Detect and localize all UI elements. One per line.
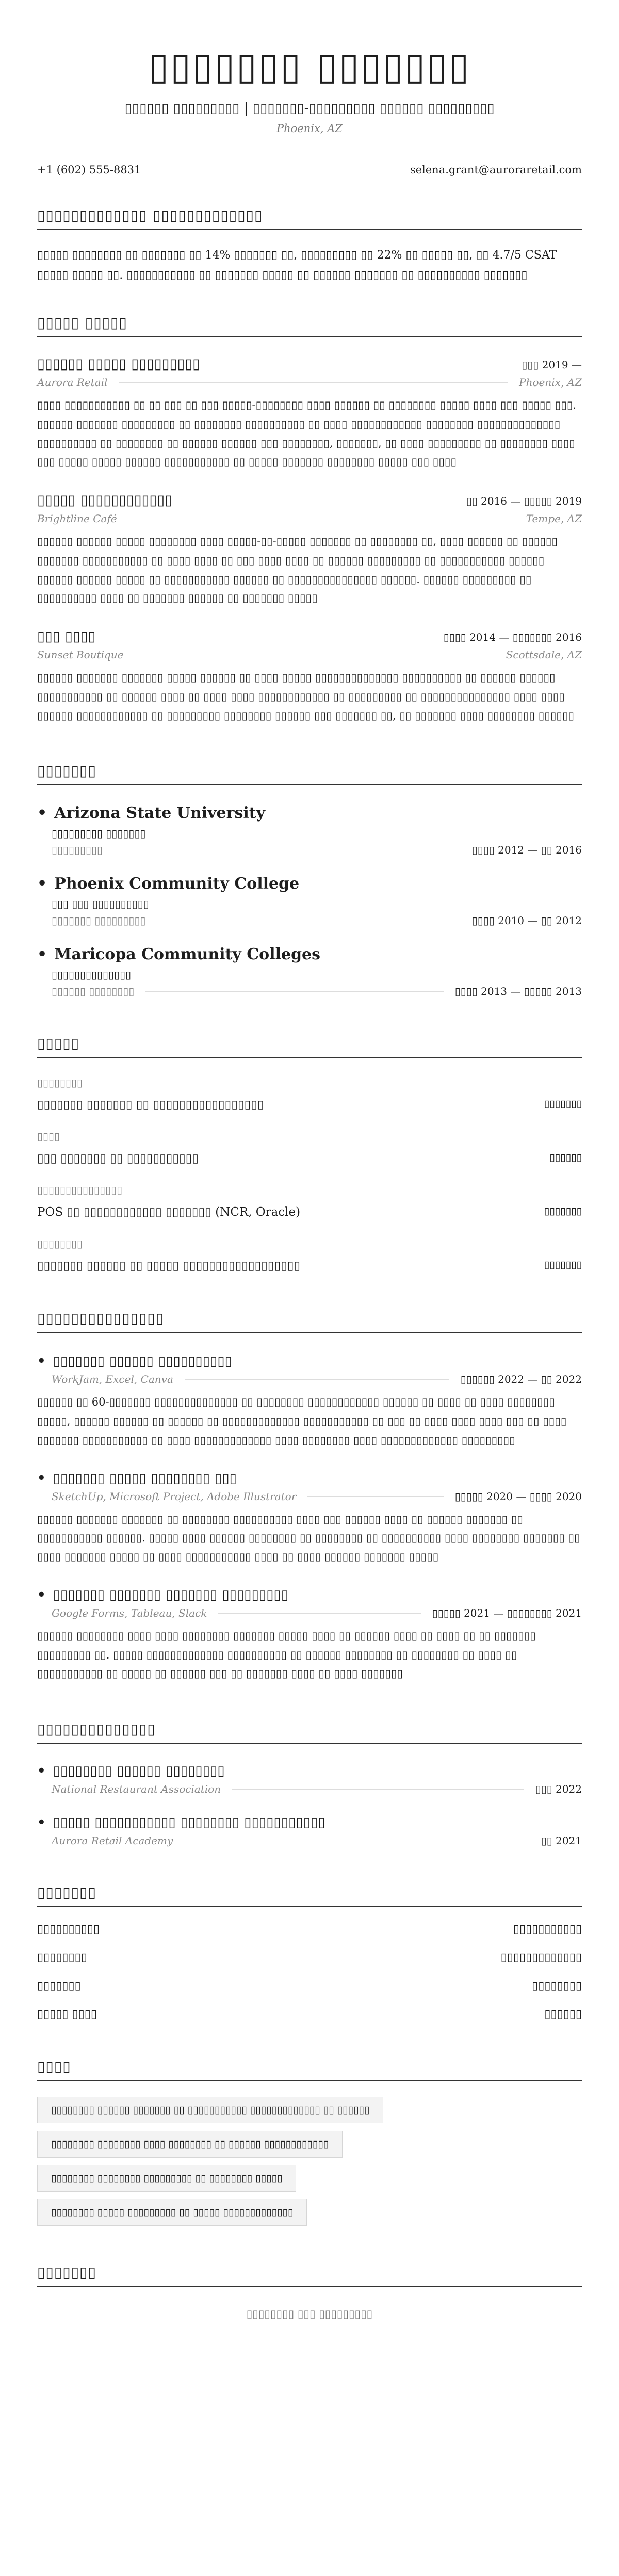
skill-name: POS ▯▯ ▯▯▯▯▯▯▯▯▯▯▯▯ ▯▯▯▯▯▯▯ (NCR, Oracle) bbox=[37, 1205, 301, 1219]
language-level: ▯▯▯▯▯▯▯▯ bbox=[532, 1979, 582, 1993]
job-title: ▯▯▯▯▯ ▯▯▯▯▯▯▯▯▯▯▯▯ bbox=[37, 492, 172, 509]
bullet-icon: • bbox=[37, 1763, 46, 1779]
bullet-icon: • bbox=[37, 804, 47, 823]
project-entry bbox=[37, 1471, 582, 1567]
certification-issuer: National Restaurant Association bbox=[52, 1783, 221, 1796]
education-dates: ▯▯▯▯ 2013 — ▯▯▯▯▯ 2013 bbox=[454, 985, 582, 998]
language-name: ▯▯▯▯▯▯▯▯▯▯ bbox=[37, 1923, 100, 1936]
references-heading: ▯▯▯▯▯▯▯ bbox=[37, 2264, 582, 2287]
skill-category: ▯▯▯▯▯▯▯▯ bbox=[37, 1237, 83, 1250]
project-tools: SketchUp, Microsoft Project, Adobe Illustrator bbox=[52, 1490, 297, 1503]
degree-name: ▯▯▯▯▯▯▯▯▯ ▯▯▯▯▯▯▯ bbox=[52, 827, 146, 840]
skill-name: ▯▯▯ ▯▯▯▯▯▯▯ ▯▯ ▯▯▯▯▯▯▯▯▯▯▯ bbox=[37, 1152, 199, 1166]
language-row bbox=[37, 2008, 582, 2021]
degree-name: ▯▯▯ ▯▯▯ ▯▯▯▯▯▯▯▯▯▯ bbox=[52, 898, 149, 911]
skill-name: ▯▯▯▯▯▯▯ ▯▯▯▯▯▯ ▯▯ ▯▯▯▯▯ ▯▯▯▯▯▯▯▯▯▯▯▯▯▯▯▯▯▯ bbox=[37, 1259, 301, 1273]
language-level: ▯▯▯▯▯▯▯▯▯▯▯ bbox=[513, 1923, 582, 1936]
awards-list bbox=[37, 2097, 582, 2233]
job-description: ▯▯▯▯▯▯ ▯▯▯▯▯▯ ▯▯▯▯▯ ▯▯▯▯▯▯▯▯ ▯▯▯▯ ▯▯▯▯▯-▯▯-▯▯▯▯▯ ▯▯▯▯▯▯▯ ▯▯ ▯▯▯▯▯▯▯▯ ▯▯, ▯▯▯▯ ▯▯▯▯▯▯ ▯▯ ▯▯▯▯▯▯ ▯▯▯▯▯▯▯ ▯▯▯▯▯▯▯▯▯▯▯ ▯▯ ▯▯▯▯ ▯▯▯▯ ▯▯ ▯▯▯ ▯▯▯▯ ▯▯▯▯ ▯▯ ▯▯▯▯▯▯ ▯▯▯▯▯▯▯▯▯ ▯▯ ▯▯▯▯▯▯▯▯▯▯▯ ▯▯▯▯▯▯ ▯▯▯▯▯▯ ▯▯▯▯▯▯ ▯▯▯▯▯ ▯▯ ▯▯▯▯▯▯▯▯▯▯▯ ▯▯▯▯▯▯ ▯▯ ▯▯▯▯▯▯▯▯▯▯▯▯▯▯▯ ▯▯▯▯▯▯. ▯▯▯▯▯▯ ▯▯▯▯▯▯▯▯▯ ▯▯ ▯▯▯▯▯▯▯▯▯▯ ▯▯▯▯ ▯▯ ▯▯▯▯▯▯▯ ▯▯▯▯▯▯ ▯▯ ▯▯▯▯▯▯▯ ▯▯▯▯▯ bbox=[37, 535, 558, 605]
candidate-location: Phoenix, AZ bbox=[276, 122, 343, 135]
references-note: ▯▯▯▯▯▯▯▯ ▯▯▯ ▯▯▯▯▯▯▯▯▯ bbox=[246, 2308, 373, 2321]
award-tag: ▯▯▯▯▯▯▯▯ ▯▯▯▯▯ ▯▯▯▯▯▯▯▯▯ ▯▯ ▯▯▯▯▯ ▯▯▯▯▯▯▯▯▯▯▯▯▯ bbox=[37, 2199, 307, 2226]
job-dates: ▯▯▯▯ 2014 — ▯▯▯▯▯▯▯ 2016 bbox=[443, 631, 582, 644]
language-row bbox=[37, 1979, 582, 1992]
award-tag: ▯▯▯▯▯▯▯▯ ▯▯▯▯▯▯▯▯ ▯▯▯▯ ▯▯▯▯▯▯▯▯ ▯▯ ▯▯▯▯▯▯ ▯▯▯▯▯▯▯▯▯▯▯▯ bbox=[37, 2131, 343, 2158]
skill-level: ▯▯▯▯▯▯▯ bbox=[544, 1205, 582, 1217]
field-of-study: ▯▯▯▯▯▯▯▯▯ bbox=[52, 844, 103, 857]
candidate-headline: ▯▯▯▯▯▯ ▯▯▯▯▯▯▯▯▯ | ▯▯▯▯▯▯▯-▯▯▯▯▯▯▯▯▯ ▯▯▯▯▯▯ ▯▯▯▯▯▯▯▯▯ bbox=[124, 101, 495, 117]
project-tools: Google Forms, Tableau, Slack bbox=[52, 1606, 207, 1619]
project-dates: ▯▯▯▯▯ 2020 — ▯▯▯▯ 2020 bbox=[454, 1490, 582, 1503]
degree-name: ▯▯▯▯▯▯▯▯▯▯▯▯▯▯ bbox=[52, 969, 132, 981]
education-entry bbox=[37, 804, 582, 856]
language-row bbox=[37, 1923, 582, 1936]
education-dates: ▯▯▯▯ 2012 — ▯▯ 2016 bbox=[471, 844, 582, 857]
job-location: Scottsdale, AZ bbox=[506, 649, 582, 662]
skill-category: ▯▯▯▯ bbox=[37, 1130, 60, 1143]
field-of-study: ▯▯▯▯▯▯▯ ▯▯▯▯▯▯▯▯▯ bbox=[52, 914, 146, 927]
language-level: ▯▯▯▯▯▯ bbox=[544, 2008, 582, 2021]
school-name: Maricopa Community Colleges bbox=[54, 945, 321, 964]
project-name: ▯▯▯▯▯▯▯ ▯▯▯▯▯▯ ▯▯▯▯▯▯▯▯▯▯ bbox=[53, 1354, 232, 1370]
bullet-icon: • bbox=[37, 875, 47, 893]
skill-level: ▯▯▯▯▯▯ bbox=[549, 1152, 582, 1164]
job-entry bbox=[37, 356, 582, 472]
leader-line bbox=[145, 991, 443, 992]
leader-line bbox=[232, 1789, 524, 1790]
contact-row bbox=[37, 164, 582, 176]
job-entry bbox=[37, 492, 582, 608]
project-description: ▯▯▯▯▯▯ ▯▯▯▯▯▯▯ ▯▯▯▯▯▯▯ ▯▯ ▯▯▯▯▯▯▯▯ ▯▯▯▯▯▯▯▯▯▯ ▯▯▯▯ ▯▯▯ ▯▯▯▯▯▯ ▯▯▯▯ ▯▯ ▯▯▯▯▯▯ ▯▯▯▯▯▯▯ ▯▯ ▯▯▯▯▯▯▯▯▯▯▯ ▯▯▯▯▯▯. ▯▯▯▯▯ ▯▯▯▯ ▯▯▯▯▯▯ ▯▯▯▯▯▯▯▯ ▯▯ ▯▯▯▯▯▯▯▯ ▯▯ ▯▯▯▯▯▯▯▯▯▯ ▯▯▯▯ ▯▯▯▯▯▯▯▯ ▯▯▯▯▯▯▯ ▯▯ ▯▯▯▯ ▯▯▯▯▯▯▯ ▯▯▯▯▯ ▯▯ ▯▯▯▯ ▯▯▯▯▯▯▯▯▯▯▯ ▯▯▯▯ ▯▯ ▯▯▯▯ ▯▯▯▯▯▯ ▯▯▯▯▯▯▯ ▯▯▯▯▯ bbox=[37, 1512, 580, 1564]
job-company: Sunset Boutique bbox=[37, 649, 124, 662]
job-title: ▯▯▯▯▯▯ ▯▯▯▯▯ ▯▯▯▯▯▯▯▯▯ bbox=[37, 356, 200, 373]
job-location: Tempe, AZ bbox=[526, 512, 582, 525]
skill-group bbox=[37, 1184, 582, 1219]
language-name: ▯▯▯▯▯ ▯▯▯▯ bbox=[37, 2008, 97, 2021]
education-heading: ▯▯▯▯▯▯▯ bbox=[37, 762, 582, 785]
skill-category: ▯▯▯▯▯▯▯▯▯▯▯▯▯▯▯ bbox=[37, 1184, 123, 1197]
experience-heading: ▯▯▯▯▯ ▯▯▯▯▯ bbox=[37, 314, 582, 337]
leader-line bbox=[185, 1379, 449, 1380]
job-location: Phoenix, AZ bbox=[519, 376, 582, 389]
leader-line bbox=[218, 1613, 420, 1614]
job-entry bbox=[37, 629, 582, 725]
certifications-heading: ▯▯▯▯▯▯▯▯▯▯▯▯▯▯ bbox=[37, 1720, 582, 1744]
job-description: ▯▯▯▯ ▯▯▯▯▯▯▯▯▯▯▯ ▯▯ ▯▯ ▯▯▯ ▯▯ ▯▯▯ ▯▯▯▯▯-▯▯▯▯▯▯▯▯ ▯▯▯▯ ▯▯▯▯▯▯ ▯▯ ▯▯▯▯▯▯▯▯ ▯▯▯▯▯ ▯▯▯▯ ▯▯▯ ▯▯▯▯▯ ▯▯▯. ▯▯▯▯▯▯ ▯▯▯▯▯▯▯ ▯▯▯▯▯▯▯▯▯ ▯▯ ▯▯▯▯▯▯▯▯ ▯▯▯▯▯▯▯▯▯▯ ▯▯ ▯▯▯▯ ▯▯▯▯▯▯▯▯▯▯▯▯ ▯▯▯▯▯▯▯▯ ▯▯▯▯▯▯▯▯▯▯▯▯▯▯ ▯▯▯▯▯▯▯▯▯▯ ▯▯ ▯▯▯▯▯▯▯▯ ▯▯ ▯▯▯▯▯▯ ▯▯▯▯▯▯ ▯▯▯ ▯▯▯▯▯▯▯▯, ▯▯▯▯▯▯▯, ▯▯ ▯▯▯▯ ▯▯▯▯▯▯▯▯▯ ▯▯ ▯▯▯▯▯▯▯▯ ▯▯▯▯ ▯▯▯ ▯▯▯▯▯ ▯▯▯▯▯ ▯▯▯▯▯▯ ▯▯▯▯▯▯▯▯▯▯▯ ▯▯ ▯▯▯▯▯ ▯▯▯▯▯▯▯ ▯▯▯▯▯▯▯▯ ▯▯▯▯▯ ▯▯▯ ▯▯▯▯ bbox=[37, 399, 577, 469]
project-tools: WorkJam, Excel, Canva bbox=[52, 1373, 173, 1386]
certification-date: ▯▯▯ 2022 bbox=[535, 1783, 582, 1796]
project-entry bbox=[37, 1354, 582, 1450]
skill-level: ▯▯▯▯▯▯▯ bbox=[544, 1098, 582, 1110]
phone-number[interactable]: +1 (602) 555-8831 bbox=[37, 164, 141, 176]
project-dates: ▯▯▯▯▯ 2021 — ▯▯▯▯▯▯▯▯ 2021 bbox=[432, 1606, 582, 1619]
skill-name: ▯▯▯▯▯▯▯ ▯▯▯▯▯▯▯ ▯▯ ▯▯▯▯▯▯▯▯▯▯▯▯▯▯▯▯▯ bbox=[37, 1098, 264, 1112]
certification-entry bbox=[37, 1815, 582, 1847]
job-description: ▯▯▯▯▯▯ ▯▯▯▯▯▯▯ ▯▯▯▯▯▯▯ ▯▯▯▯▯ ▯▯▯▯▯▯ ▯▯ ▯▯▯▯ ▯▯▯▯▯ ▯▯▯▯▯▯▯▯▯▯▯▯▯▯ ▯▯▯▯▯▯▯▯▯▯ ▯▯ ▯▯▯▯▯▯ ▯▯▯▯▯▯ ▯▯▯▯▯▯▯▯▯▯▯ ▯▯ ▯▯▯▯▯▯ ▯▯▯▯ ▯▯ ▯▯▯▯ ▯▯▯▯ ▯▯▯▯▯▯▯▯▯▯▯▯ ▯▯ ▯▯▯▯▯▯▯▯▯ ▯▯ ▯▯▯▯▯▯▯▯▯▯▯▯▯▯▯ ▯▯▯▯ ▯▯▯▯ ▯▯▯▯▯▯ ▯▯▯▯▯▯▯▯▯▯▯▯ ▯▯ ▯▯▯▯▯▯▯▯▯ ▯▯▯▯▯▯▯▯ ▯▯▯▯▯▯ ▯▯▯ ▯▯▯▯▯▯▯ ▯▯, ▯▯ ▯▯▯▯▯▯▯ ▯▯▯▯ ▯▯▯▯▯▯▯▯ ▯▯▯▯▯▯ bbox=[37, 671, 575, 722]
summary-heading: ▯▯▯▯▯▯▯▯▯▯▯▯▯ ▯▯▯▯▯▯▯▯▯▯▯▯▯ bbox=[37, 207, 582, 230]
bullet-icon: • bbox=[37, 945, 47, 964]
education-entry bbox=[37, 945, 582, 997]
skill-category: ▯▯▯▯▯▯▯▯ bbox=[37, 1076, 83, 1089]
certification-date: ▯▯ 2021 bbox=[541, 1834, 582, 1847]
project-entry bbox=[37, 1587, 582, 1683]
job-company: Aurora Retail bbox=[37, 376, 108, 389]
school-name: Phoenix Community College bbox=[54, 875, 300, 893]
skill-group bbox=[37, 1237, 582, 1273]
education-entry bbox=[37, 875, 582, 927]
language-row bbox=[37, 1951, 582, 1964]
job-dates: ▯▯▯ 2019 — bbox=[522, 359, 582, 372]
certification-name: ▯▯▯▯▯▯▯▯ ▯▯▯▯▯▯ ▯▯▯▯▯▯▯▯ bbox=[53, 1763, 225, 1779]
language-level: ▯▯▯▯▯▯▯▯▯▯▯▯▯ bbox=[500, 1951, 582, 1965]
award-tag: ▯▯▯▯▯▯▯▯ ▯▯▯▯▯▯ ▯▯▯▯▯▯▯ ▯▯ ▯▯▯▯▯▯▯▯▯▯▯ ▯▯▯▯▯▯▯▯▯▯▯▯▯ ▯▯ ▯▯▯▯▯▯ bbox=[37, 2097, 383, 2123]
field-of-study: ▯▯▯▯▯▯ ▯▯▯▯▯▯▯▯ bbox=[52, 985, 135, 998]
email-address[interactable]: selena.grant@auroraretail.com bbox=[410, 164, 582, 176]
skill-group bbox=[37, 1130, 582, 1165]
project-dates: ▯▯▯▯▯▯ 2022 — ▯▯ 2022 bbox=[460, 1373, 582, 1386]
project-description: ▯▯▯▯▯▯ ▯▯ 60-▯▯▯▯▯▯▯ ▯▯▯▯▯▯▯▯▯▯▯▯▯▯ ▯▯ ▯▯▯▯▯▯▯▯ ▯▯▯▯▯▯▯▯▯▯▯▯ ▯▯▯▯▯▯ ▯▯ ▯▯▯▯ ▯▯ ▯▯▯▯ ▯▯▯▯▯▯▯▯ ▯▯▯▯▯, ▯▯▯▯▯▯ ▯▯▯▯▯▯ ▯▯ ▯▯▯▯▯▯ ▯▯ ▯▯▯▯▯▯▯▯▯▯▯▯▯ ▯▯▯▯▯▯▯▯▯▯▯ ▯▯ ▯▯▯ ▯▯ ▯▯▯▯ ▯▯▯▯ ▯▯▯▯ ▯▯▯ ▯▯ ▯▯▯▯ ▯▯▯▯▯▯▯ ▯▯▯▯▯▯▯▯▯▯▯ ▯▯ ▯▯▯▯ ▯▯▯▯▯▯▯▯▯▯▯▯▯ ▯▯▯▯ ▯▯▯▯▯▯▯▯ ▯▯▯▯ ▯▯▯▯▯▯▯▯▯▯▯▯▯ ▯▯▯▯▯▯▯▯▯ bbox=[37, 1396, 567, 1446]
awards-heading: ▯▯▯▯ bbox=[37, 2058, 582, 2081]
leader-line bbox=[119, 382, 508, 383]
candidate-name: ▯▯▯▯▯▯▯ ▯▯▯▯▯▯▯ bbox=[148, 44, 471, 88]
resume-page bbox=[37, 0, 582, 2320]
skills-heading: ▯▯▯▯▯ bbox=[37, 1035, 582, 1058]
bullet-icon: • bbox=[37, 1815, 46, 1831]
bullet-icon: • bbox=[37, 1470, 46, 1486]
certification-issuer: Aurora Retail Academy bbox=[52, 1834, 173, 1847]
certification-name: ▯▯▯▯▯ ▯▯▯▯▯▯▯▯▯▯▯ ▯▯▯▯▯▯▯▯ ▯▯▯▯▯▯▯▯▯▯▯ bbox=[53, 1815, 325, 1831]
summary-text: ▯▯▯▯▯ ▯▯▯▯▯▯▯▯ ▯▯ ▯▯▯▯▯▯▯ ▯▯ 14% ▯▯▯▯▯▯▯ ▯▯, ▯▯▯▯▯▯▯▯▯ ▯▯ 22% ▯▯ ▯▯▯▯▯ ▯▯, ▯▯ 4.7/5 CSAT ▯▯▯▯▯ ▯▯▯▯▯ ▯▯. ▯▯▯▯▯▯▯▯▯▯▯ ▯▯ ▯▯▯▯▯▯▯ ▯▯▯▯▯ ▯▯ ▯▯▯▯▯▯ ▯▯▯▯▯▯▯ ▯▯ ▯▯▯▯▯▯▯▯▯▯ ▯▯▯▯▯▯▯ bbox=[37, 249, 557, 282]
job-company: Brightline Café bbox=[37, 512, 117, 525]
school-name: Arizona State University bbox=[54, 804, 266, 823]
projects-heading: ▯▯▯▯▯▯▯▯▯▯▯▯▯▯▯ bbox=[37, 1310, 582, 1333]
award-tag: ▯▯▯▯▯▯▯▯ ▯▯▯▯▯▯▯▯ ▯▯▯▯▯▯▯▯▯ ▯▯ ▯▯▯▯▯▯▯▯ ▯▯▯▯▯ bbox=[37, 2165, 296, 2192]
resume-header bbox=[37, 45, 582, 135]
project-description: ▯▯▯▯▯▯ ▯▯▯▯▯▯▯▯ ▯▯▯▯ ▯▯▯▯ ▯▯▯▯▯▯▯▯ ▯▯▯▯▯▯▯ ▯▯▯▯▯ ▯▯▯▯ ▯▯ ▯▯▯▯▯▯ ▯▯▯▯ ▯▯ ▯▯▯▯ ▯▯ ▯▯ ▯▯▯▯▯▯▯ ▯▯▯▯▯▯▯▯▯ ▯▯. ▯▯▯▯▯ ▯▯▯▯▯▯▯▯▯▯▯▯▯ ▯▯▯▯▯▯▯▯▯▯ ▯▯ ▯▯▯▯▯▯ ▯▯▯▯▯▯▯▯ ▯▯ ▯▯▯▯▯▯▯▯ ▯▯ ▯▯▯▯ ▯▯ ▯▯▯▯▯▯▯▯▯▯▯ ▯▯ ▯▯▯▯▯ ▯▯ ▯▯▯▯▯▯ ▯▯▯ ▯▯ ▯▯▯▯▯▯▯ ▯▯▯▯ ▯▯ ▯▯▯▯ ▯▯▯▯▯▯▯ bbox=[37, 1629, 536, 1680]
project-name: ▯▯▯▯▯▯▯ ▯▯▯▯▯ ▯▯▯▯▯▯▯▯ ▯▯▯ bbox=[53, 1470, 237, 1486]
skill-level: ▯▯▯▯▯▯▯ bbox=[544, 1259, 582, 1271]
job-title: ▯▯▯ ▯▯▯▯ bbox=[37, 629, 96, 645]
project-name: ▯▯▯▯▯▯▯ ▯▯▯▯▯▯▯ ▯▯▯▯▯▯▯ ▯▯▯▯▯▯▯▯▯ bbox=[53, 1587, 289, 1603]
bullet-icon: • bbox=[37, 1587, 46, 1603]
language-name: ▯▯▯▯▯▯▯▯ bbox=[37, 1951, 87, 1965]
leader-line bbox=[307, 1496, 443, 1497]
skill-group bbox=[37, 1076, 582, 1112]
bullet-icon: • bbox=[37, 1354, 46, 1370]
job-dates: ▯▯ 2016 — ▯▯▯▯▯ 2019 bbox=[466, 495, 582, 508]
education-dates: ▯▯▯▯ 2010 — ▯▯ 2012 bbox=[471, 914, 582, 927]
languages-heading: ▯▯▯▯▯▯▯ bbox=[37, 1884, 582, 1907]
certification-entry bbox=[37, 1763, 582, 1795]
language-name: ▯▯▯▯▯▯▯ bbox=[37, 1979, 81, 1993]
